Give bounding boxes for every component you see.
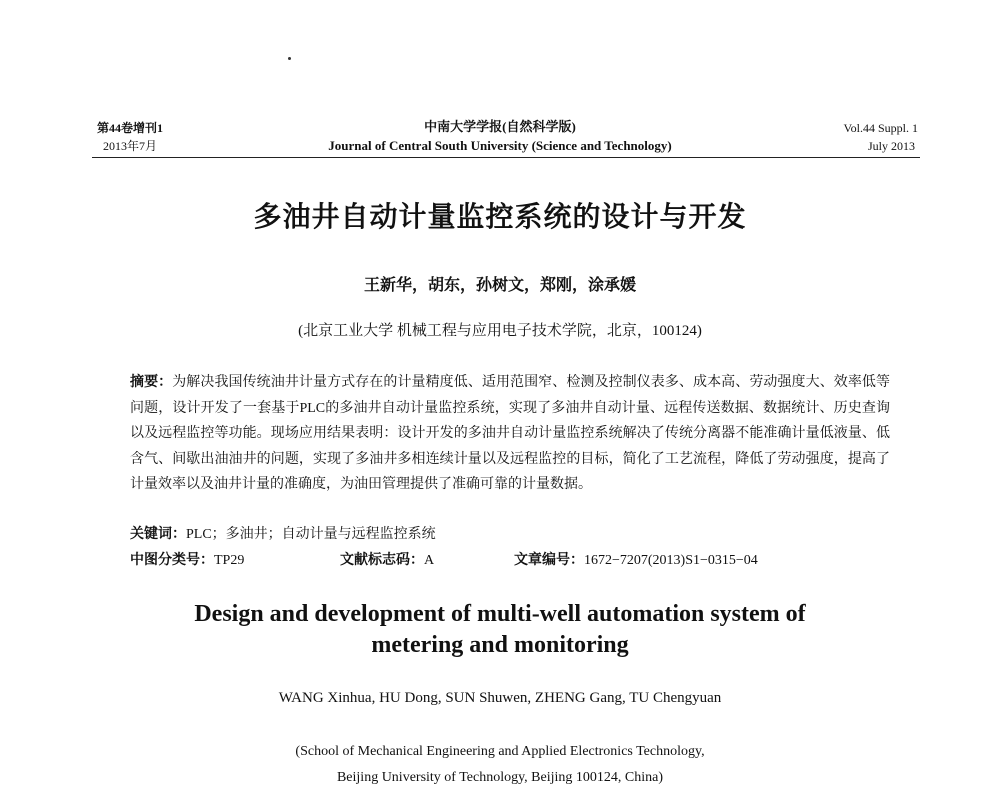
abstract — [130, 370, 890, 498]
keywords-text: PLC；多油井；自动计量与远程监控系统 — [186, 527, 436, 542]
journal-name-cn: 中南大学学报(自然科学版) — [424, 119, 576, 134]
article-no-value: 1672−7207(2013)S1−0315−04 — [584, 553, 758, 568]
keywords — [130, 522, 890, 548]
doc-code-label: 文献标志码： — [340, 553, 424, 568]
title-en-line-2: metering and monitoring — [371, 632, 629, 658]
affiliation-en-line-1: (School of Mechanical Engineering and Applied Electronics Technology, — [295, 744, 705, 759]
header-rule — [92, 157, 920, 158]
clc-label: 中图分类号： — [130, 553, 214, 568]
scan-speck — [288, 57, 291, 60]
doc-code-value: A — [424, 553, 435, 568]
abstract-text: 为解决我国传统油井计量方式存在的计量精度低、适用范围窄、检测及控制仪表多、成本高、劳动强度大、效率低等问题，设计开发了一套基于PLC的多油井自动计量监控系统，实现了多油井自动计量、远程传送数据、数据统计、历史查询以及远程监控等功能。现场应用结果表明：设计开发的多油井自动计量监控系统解决了传统分离器不能准确计量低液量、低含气、间歇出油油井的问题，实现了多油井多相连续计量以及远程监控的目标，简化了工艺流程，降低了劳动强度，提高了计量效率以及油井计量的准确度，为油田管理提供了准确可靠的计量数据。 — [130, 375, 891, 492]
classification — [130, 548, 910, 574]
title-en-line-1: Design and development of multi-well automation system of — [194, 601, 806, 627]
article-no-label: 文章编号： — [514, 553, 584, 568]
title-cn: 多油井自动计量监控系统的设计与开发 — [253, 200, 747, 233]
affiliation-cn: (北京工业大学 机械工程与应用电子技术学院，北京，100124) — [298, 323, 702, 339]
clc-value: TP29 — [214, 553, 245, 568]
title-en — [0, 599, 1000, 661]
journal-name-en: Journal of Central South University (Science and Technology) — [328, 138, 672, 153]
authors-cn: 王新华，胡东，孙树文，郑刚，涂承媛 — [363, 277, 636, 294]
date-en: July 2013 — [867, 139, 915, 153]
abstract-label: 摘要： — [130, 375, 173, 390]
volume-cn: 第44卷增刊1 — [97, 121, 164, 135]
affiliation-en — [0, 739, 1000, 791]
keywords-label: 关键词： — [130, 527, 186, 542]
authors-en: WANG Xinhua, HU Dong, SUN Shuwen, ZHENG Gang, TU Chengyuan — [278, 690, 722, 706]
affiliation-en-line-2: Beijing University of Technology, Beijing 100124, China) — [336, 770, 664, 785]
volume-en: Vol.44 Suppl. 1 — [843, 121, 918, 135]
date-cn: 2013年7月 — [103, 139, 158, 153]
